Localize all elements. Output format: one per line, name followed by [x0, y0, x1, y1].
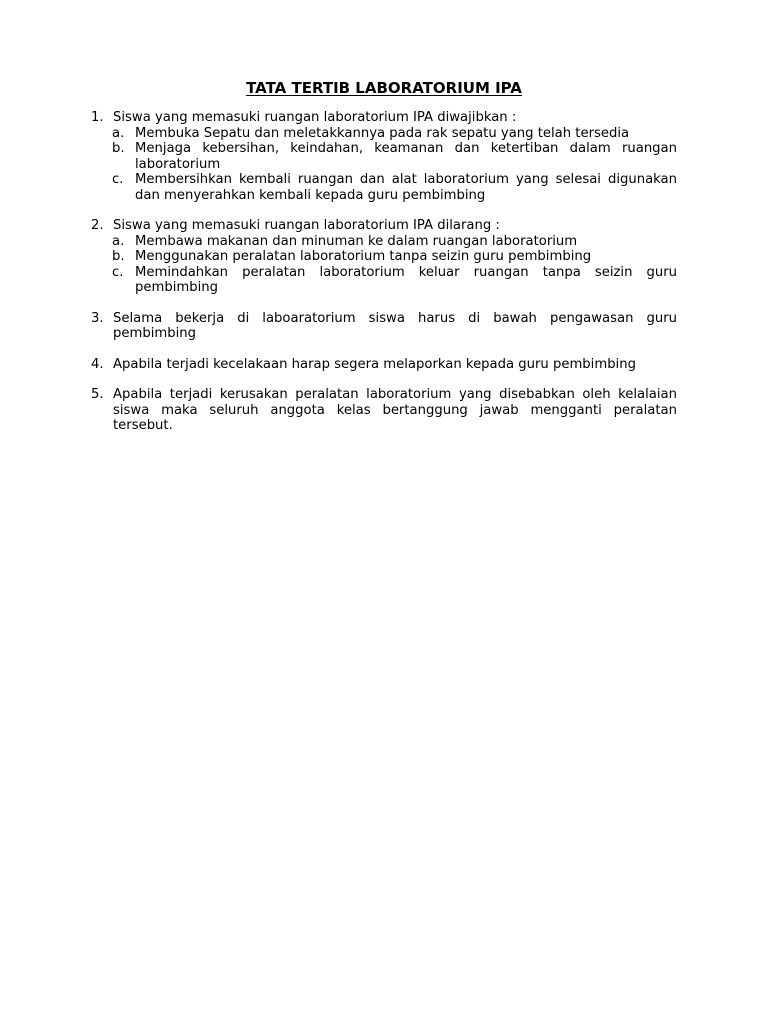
rule-number: 2. [91, 218, 104, 233]
rule-number: 3. [91, 310, 104, 326]
rule-item-4 [91, 357, 677, 373]
rule-item-3 [91, 311, 677, 342]
subrule-text: Membuka Sepatu dan meletakkannya pada rak sepatu yang telah tersedia [135, 125, 630, 141]
rule-item-1 [91, 110, 677, 203]
subrule-letter: b. [112, 249, 125, 264]
rule-item-2 [91, 218, 677, 296]
document-title: TATA TERTIB LABORATORIUM IPA [246, 79, 522, 97]
subrule-item [112, 234, 677, 250]
subrule-text: Menjaga kebersihan, keindahan, keamanan dan ketertiban dalam ruangan laboratorium [135, 141, 677, 172]
subrule-letter: a. [112, 125, 125, 141]
subrule-letter: b. [112, 141, 125, 156]
subrule-letter: c. [112, 264, 124, 280]
subrule-letter: a. [112, 233, 125, 249]
rule-text: Selama bekerja di laboaratorium siswa harus di bawah pengawasan guru pembimbing [113, 310, 677, 341]
rule-body [113, 110, 677, 203]
rule-number: 4. [91, 356, 104, 372]
rule-number: 5. [91, 387, 104, 402]
rule-text: Apabila terjadi kerusakan peralatan laboratorium yang disebabkan oleh kelalaian siswa maka seluruh anggota kelas bertanggung jawab mengganti peralatan tersebut. [113, 387, 677, 433]
subrule-item [112, 141, 677, 172]
rule-text: Siswa yang memasuki ruangan laboratorium IPA diwajibkan : [113, 110, 517, 125]
subrule-item [112, 249, 677, 265]
rule-item-5 [91, 387, 677, 434]
subrule-item [112, 172, 677, 203]
subrule-text: Membersihkan kembali ruangan dan alat laboratorium yang selesai digunakan dan menyerahkan kembali kepada guru pembimbing [135, 172, 677, 203]
rules-list [91, 110, 677, 449]
rule-body [113, 218, 677, 296]
rule-number: 1. [91, 110, 104, 125]
rule-text: Apabila terjadi kecelakaan harap segera melaporkan kepada guru pembimbing [113, 356, 636, 372]
subrule-item [112, 126, 677, 142]
subrule-text: Membawa makanan dan minuman ke dalam ruangan laboratorium [135, 233, 578, 249]
subrule-letter: c. [112, 172, 124, 187]
rule-text: Siswa yang memasuki ruangan laboratorium IPA dilarang : [113, 218, 500, 233]
subrule-text: Memindahkan peralatan laboratorium keluar ruangan tanpa seizin guru pembimbing [135, 264, 677, 295]
subrule-text: Menggunakan peralatan laboratorium tanpa seizin guru pembimbing [135, 249, 592, 264]
subrule-item [112, 265, 677, 296]
